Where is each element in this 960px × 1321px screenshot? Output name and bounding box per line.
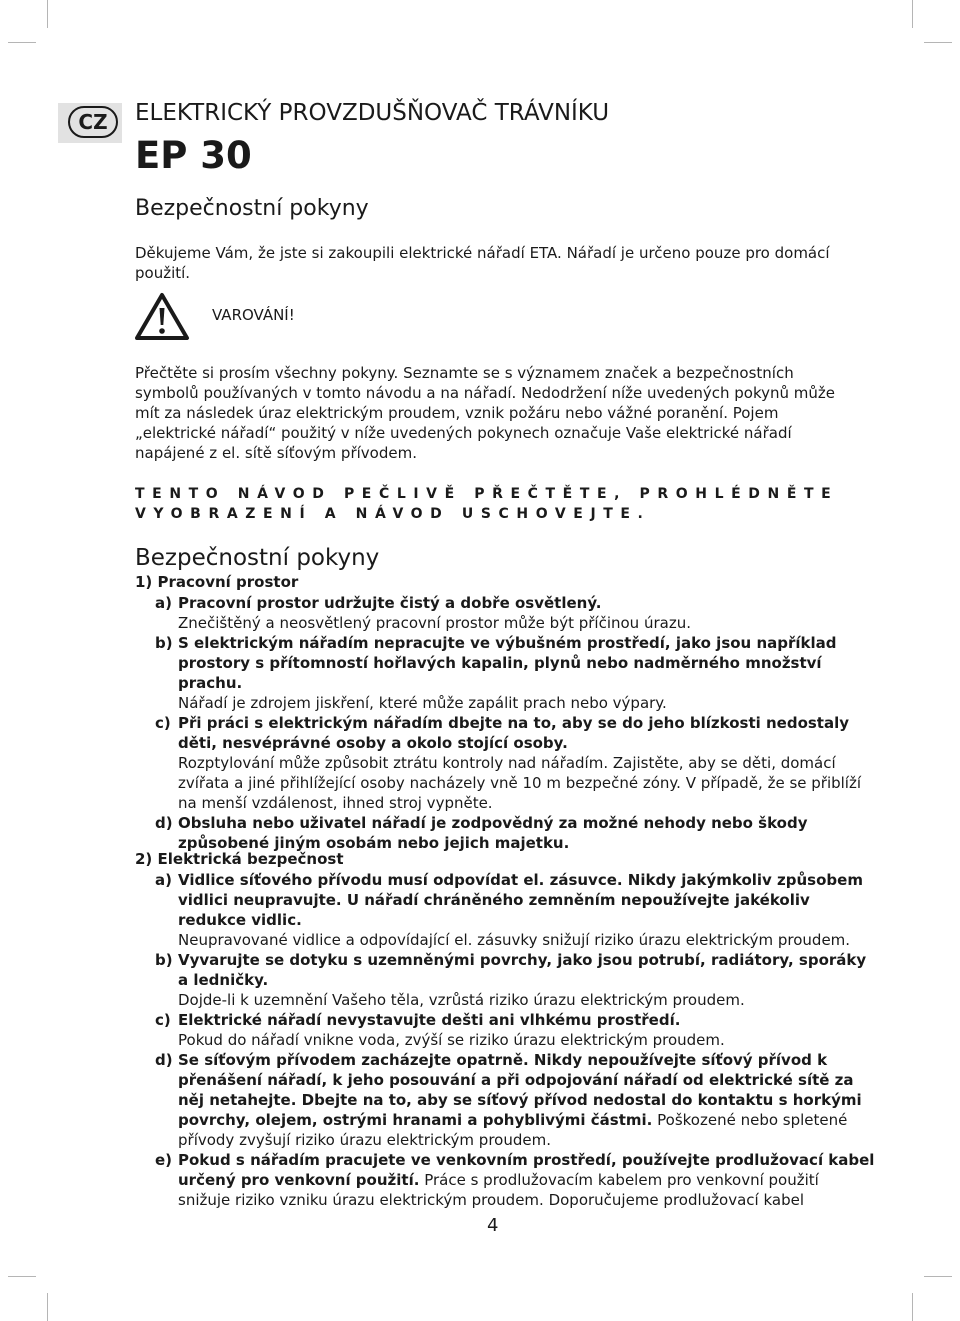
subsection-heading: 2) Elektrická bezpečnost <box>135 850 344 868</box>
crop-mark <box>8 1276 36 1277</box>
item-marker: a) <box>155 871 172 889</box>
list-item <box>155 1010 875 1050</box>
page-number: 4 <box>487 1215 499 1236</box>
item-text: Rozptylování může způsobit ztrátu kontroly nad nářadím. Zajistěte, aby se děti, domácí zvířata a jiné přihlížející osoby nacházely vně 10 m bezpečné zóny. V případě, že se přiblíží na menší vzdálenost, ihned stroj vypněte. <box>178 754 862 812</box>
item-body <box>178 950 875 1010</box>
list-item <box>155 870 875 950</box>
item-body <box>178 593 875 633</box>
item-bold-text: S elektrickým nářadím nepracujte ve výbušném prostředí, jako jsou například prostory s přítomností hořlavých kapalin, plynů nebo nadměrného množství prachu. <box>178 634 837 692</box>
intro-text: Děkujeme Vám, že jste si zakoupili elektrické nářadí ETA. Nářadí je určeno pouze pro domácí použití. <box>135 244 830 282</box>
item-marker: c) <box>155 1011 171 1029</box>
list-item <box>155 1150 875 1210</box>
item-marker: b) <box>155 634 173 652</box>
item-bold-text: Elektrické nářadí nevystavujte dešti ani vlhkému prostředí. <box>178 1011 681 1029</box>
document-title: ELEKTRICKÝ PROVZDUŠŇOVAČ TRÁVNÍKU <box>135 100 610 126</box>
item-marker: c) <box>155 714 171 732</box>
item-body <box>178 1150 875 1210</box>
crop-mark <box>8 42 36 43</box>
item-bold-text: Vyvarujte se dotyku s uzemněnými povrchy, jako jsou potrubí, radiátory, sporáky a ledničky. <box>178 951 867 989</box>
section-title: Bezpečnostní pokyny <box>135 545 380 571</box>
warning-label: VAROVÁNÍ! <box>212 306 295 324</box>
subsection-heading: 1) Pracovní prostor <box>135 573 299 591</box>
crop-mark <box>924 1276 952 1277</box>
item-text: Pokud do nářadí vnikne voda, zvýší se riziko úrazu elektrickým proudem. <box>178 1031 725 1049</box>
crop-mark <box>47 1293 48 1321</box>
model-name: EP 30 <box>135 134 252 177</box>
instruction-list <box>155 593 875 853</box>
item-body <box>178 813 875 853</box>
crop-mark <box>912 0 913 28</box>
item-marker: b) <box>155 951 173 969</box>
item-text: Nářadí je zdrojem jiskření, které může zapálit prach nebo výpary. <box>178 694 667 712</box>
crop-mark <box>924 42 952 43</box>
list-item <box>155 1050 875 1150</box>
item-text: Poškozené nebo spletené přívody zvyšují riziko úrazu elektrickým proudem. <box>178 1111 848 1149</box>
item-marker: d) <box>155 1051 173 1069</box>
item-bold-text: Se síťovým přívodem zacházejte opatrně. Nikdy nepoužívejte síťový přívod k přenášení nářadí, k jeho posouvání a při odpojování nářadí od elektrické sítě za něj netahejte. Dbejte na to, aby se síťový přívod nedostal do kontaktu s horkými povrchy, olejem, ostrými hranami a pohyblivými částmi. <box>178 1051 862 1129</box>
item-text: Neupravované vidlice a odpovídající el. zásuvky snižují riziko úrazu elektrickým proudem. <box>178 931 851 949</box>
item-body <box>178 633 875 713</box>
safety-paragraph: Přečtěte si prosím všechny pokyny. Seznamte se s významem značek a bezpečnostních symbolů používaných v tomto návodu a na nářadí. Nedodržení níže uvedených pokynů může mít za následek úraz elektrickým proudem, vznik požáru nebo vážné poranění. Pojem „elektrické nářadí“ použitý v níže uvedených pokynech označuje Vaše elektrické nářadí napájené z el. sítě síťovým přívodem. <box>135 364 835 462</box>
item-body <box>178 1010 875 1050</box>
language-badge: CZ <box>68 106 118 138</box>
list-item <box>155 813 875 853</box>
crop-mark <box>47 0 48 28</box>
crop-mark <box>912 1293 913 1321</box>
item-text: Znečištěný a neosvětlený pracovní prostor může být příčinou úrazu. <box>178 614 691 632</box>
item-marker: a) <box>155 594 172 612</box>
item-body <box>178 870 875 950</box>
item-bold-text: Při práci s elektrickým nářadím dbejte na to, aby se do jeho blízkosti nedostaly děti, nesvéprávné osoby a okolo stojící osoby. <box>178 714 850 752</box>
item-bold-text: Obsluha nebo uživatel nářadí je zodpovědný za možné nehody nebo škody způsobené jiným osobám nebo jejich majetku. <box>178 814 808 852</box>
item-body <box>178 1050 875 1150</box>
list-item <box>155 713 875 813</box>
list-item <box>155 950 875 1010</box>
list-item <box>155 593 875 633</box>
caps-notice: TENTO NÁVOD PEČLIVĚ PŘEČTĚTE, PROHLÉDNĚTE VYOBRAZENÍ A NÁVOD USCHOVEJTE. <box>135 486 839 522</box>
item-text: Dojde-li k uzemnění Vašeho těla, vzrůstá riziko úrazu elektrickým proudem. <box>178 991 745 1009</box>
warning-triangle-icon <box>134 292 190 342</box>
instruction-list <box>155 870 875 1210</box>
item-marker: e) <box>155 1151 173 1169</box>
item-marker: d) <box>155 814 173 832</box>
item-text: Práce s prodlužovacím kabelem pro venkovní použití snižuje riziko vzniku úrazu elektrickým proudem. Doporučujeme prodlužovací kabel <box>178 1171 819 1209</box>
item-bold-text: Pracovní prostor udržujte čistý a dobře osvětlený. <box>178 594 602 612</box>
item-body <box>178 713 875 813</box>
list-item <box>155 633 875 713</box>
item-bold-text: Vidlice síťového přívodu musí odpovídat el. zásuvce. Nikdy jakýmkoliv způsobem vidlici neupravujte. U nářadí chráněného zemněním nepoužívejte jakékoliv redukce vidlic. <box>178 871 863 929</box>
section-title: Bezpečnostní pokyny <box>135 196 369 221</box>
item-bold-text: Pokud s nářadím pracujete ve venkovním prostředí, používejte prodlužovací kabel určený pro venkovní použití. <box>178 1151 875 1189</box>
